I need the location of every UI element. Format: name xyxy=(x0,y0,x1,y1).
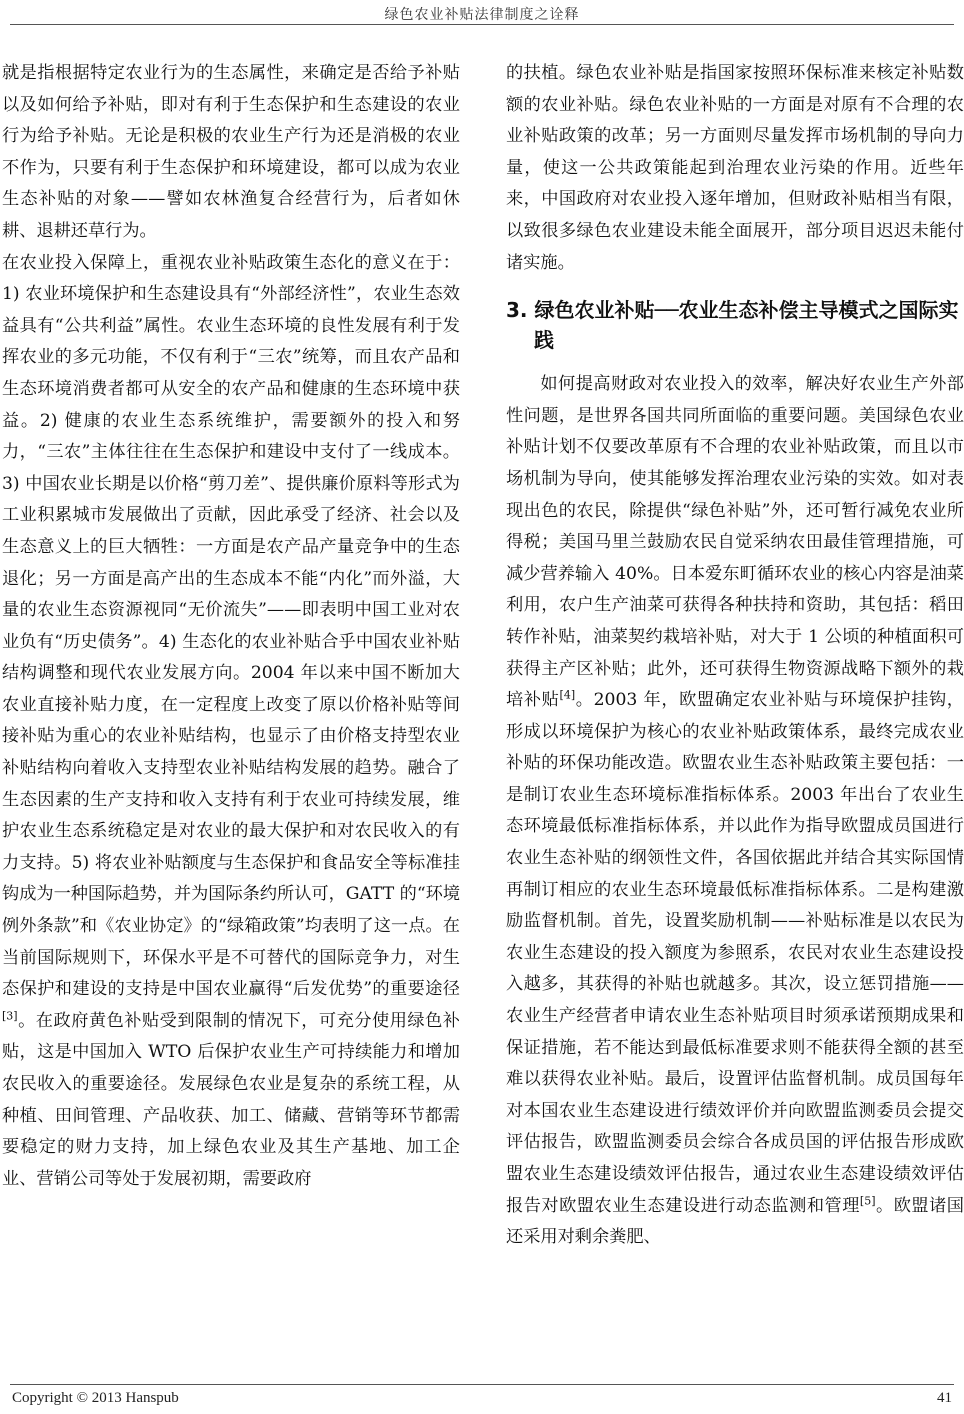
right-paragraph-text-c: 。欧盟诸国还采用对剩余粪肥、 xyxy=(506,1195,964,1248)
right-paragraph-international xyxy=(506,369,964,1254)
left-column xyxy=(2,58,460,1195)
page-number: 41 xyxy=(937,1390,952,1406)
left-paragraph-text-b: 。在政府黄色补贴受到限制的情况下，可充分使用绿色补贴，这是中国加入 WTO 后保护农业生产可持续能力和增加农民收入的重要途径。发展绿色农业是复杂的系统工程，从种植、田间管理、产品收获、加工、储藏、营销等环节都需要稳定的财力支持，加上绿色农业及其生产基地、加工企业、营销公司等处于发展初期，需要政府 xyxy=(2,1010,460,1189)
right-column xyxy=(506,58,964,1254)
copyright-notice: Copyright © 2013 Hanspub xyxy=(12,1390,179,1406)
section-heading-3: 3. 绿色农业补贴──农业生态补偿主导模式之国际实践 xyxy=(506,298,959,353)
left-paragraph-continuation: 就是指根据特定农业行为的生态属性，来确定是否给予补贴以及如何给予补贴，即对有利于生态保护和生态建设的农业行为给予补贴。无论是积极的农业生产行为还是消极的农业不作为，只要有利于生态保护和环境建设，都可以成为农业生态补贴的对象——譬如农林渔复合经营行为，后者如休耕、退耕还草行为。 xyxy=(2,63,460,241)
right-paragraph-text-b: 。2003 年，欧盟确定农业补贴与环境保护挂钩，形成以环境保护为核心的农业补贴政策体系，最终完成农业补贴的环保功能改造。欧盟农业生态补贴政策主要包括：一是制订农业生态环境标准指标体系。2003 年出台了农业生态环境最低标准指标体系，并以此作为指导欧盟成员国进行农业生态补贴的纲领性文件，各国依据此并结合其实际国情再制订相应的农业生态环境最低标准指标体系。二是构建激励监督机制。首先，设置奖励机制——补贴标准是以农民为农业生态建设的投入额度为参照系，农民对农业生态建设投入越多，其获得的补贴也就越多。其次，设立惩罚措施——农业生产经营者申请农业生态补贴项目时须承诺预期成果和保证措施，若不能达到最低标准要求则不能获得全额的甚至难以获得农业补贴。最后，设置评估监督机制。成员国每年对本国农业生态建设进行绩效评价并向欧盟监测委员会提交评估报告，欧盟监测委员会综合各成员国的评估报告形成欧盟农业生态建设绩效评估报告，通过农业生态建设绩效评估报告对欧盟农业生态建设进行动态监测和管理 xyxy=(506,690,964,1216)
left-paragraph-text-a: 在农业投入保障上，重视农业补贴政策生态化的意义在于：1) 农业环境保护和生态建设具有“外部经济性”，农业生态效益具有“公共利益”属性。农业生态环境的良性发展有利于发挥农业的多元功能，不仅有利于“三农”统筹，而且农产品和生态环境消费者都可从安全的农产品和健康的生态环境中获益。2) 健康的农业生态系统维护，需要额外的投入和努力，“三农”主体往往在生态保护和建设中支付了一线成本。3) 中国农业长期是以价格“剪刀差”、提供廉价原料等形式为工业积累城市发展做出了贡献，因此承受了经济、社会以及生态意义上的巨大牺牲：一方面是农产品产量竞争中的生态退化；另一方面是高产出的生态成本不能“内化”而外溢，大量的农业生态资源视同“无价流失”——即表明中国工业对农业负有“历史债务”。4) 生态化的农业补贴合乎中国农业补贴结构调整和现代农业发展方向。2004 年以来中国不断加大农业直接补贴力度，在一定程度上改变了原以价格补贴等间接补贴为重心的农业补贴结构，也显示了由价格支持型农业补贴结构向着收入支持型农业补贴结构发展的趋势。融合了生态因素的生产支持和收入支持有利于农业可持续发展，维护农业生态系统稳定是对农业的最大保护和对农民收入的有力支持。5) 将农业补贴额度与生态保护和食品安全等标准挂钩成为一种国际趋势，并为国际条约所认可，GATT 的“环境例外条款”和《农业协定》的“绿箱政策”均表明了这一点。在当前国际规则下，环保水平是不可替代的国际竞争力，对生态保护和建设的支持是中国农业赢得“后发优势”的重要途径 xyxy=(2,252,461,1000)
left-paragraph-significance xyxy=(2,248,460,1196)
right-paragraph-continuation: 的扶植。绿色农业补贴是指国家按照环保标准来核定补贴数额的农业补贴。绿色农业补贴的一方面是对原有不合理的农业补贴政策的改革；另一方面则尽量发挥市场机制的导向力量，使这一公共政策能起到治理农业污染的作用。近些年来，中国政府对农业投入逐年增加，但财政补贴相当有限，以致很多绿色农业建设未能全面展开，部分项目迟迟未能付诸实施。 xyxy=(506,63,964,273)
running-header: 绿色农业补贴法律制度之诠释 xyxy=(384,7,580,23)
citation-5[interactable]: [5] xyxy=(859,1193,876,1207)
citation-4[interactable]: [4] xyxy=(559,688,576,702)
citation-3[interactable]: [3] xyxy=(2,1009,18,1023)
right-paragraph-text-a: 如何提高财政对农业投入的效率，解决好农业生产外部性问题，是世界各国共同所面临的重要问题。美国绿色农业补贴计划不仅要改革原有不合理的农业补贴政策，而且以市场机制为导向，使其能够发挥治理农业污染的实效。如对表现出色的农民，除提供“绿色补贴”外，还可暂行减免农业所得税；美国马里兰鼓励农民自觉采纳农田最佳管理措施，可减少营养输入 40%。日本爱东町循环农业的核心内容是油菜利用，农户生产油菜可获得各种扶持和资助，其包括：稻田转作补贴，油菜契约栽培补贴，对大于 1 公顷的种植面积可获得主产区补贴；此外，还可获得生物资源战略下额外的栽培补贴 xyxy=(506,374,964,711)
header-divider xyxy=(10,24,954,25)
footer-divider xyxy=(10,1384,954,1385)
